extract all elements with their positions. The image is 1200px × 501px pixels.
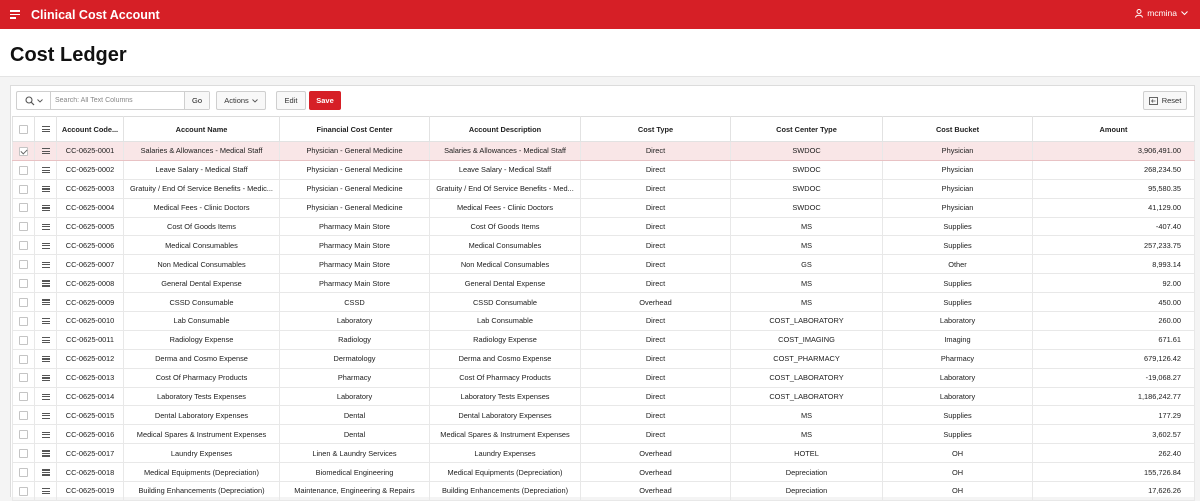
row-actions-button[interactable] (35, 312, 57, 331)
cost-bucket-cell[interactable]: Physician (883, 142, 1033, 161)
checkbox-icon (19, 166, 28, 175)
row-actions-button[interactable] (35, 463, 57, 482)
amount-cell[interactable]: 268,234.50 (1033, 160, 1195, 179)
table-row[interactable] (13, 293, 1195, 312)
table-row[interactable] (13, 368, 1195, 387)
checkbox-icon (19, 411, 28, 420)
cost-bucket-cell[interactable]: Laboratory (883, 312, 1033, 331)
financial-cost-center-cell[interactable]: Radiology (280, 330, 430, 349)
checkbox-icon (19, 317, 28, 326)
financial-cost-center-cell[interactable]: Pharmacy Main Store (280, 255, 430, 274)
cost-type-cell[interactable]: Direct (581, 217, 731, 236)
checkbox-icon (19, 241, 28, 250)
financial-cost-center-cell[interactable]: CSSD (280, 293, 430, 312)
row-checkbox[interactable] (13, 293, 35, 312)
financial-cost-center-cell[interactable]: Laboratory (280, 312, 430, 331)
row-actions-button[interactable] (35, 425, 57, 444)
cost-ledger-grid (12, 116, 1195, 501)
cost-bucket-cell[interactable]: Physician (883, 179, 1033, 198)
row-actions-button[interactable] (35, 293, 57, 312)
checkbox-icon (19, 336, 28, 345)
cost-bucket-cell[interactable]: Supplies (883, 236, 1033, 255)
row-menu-icon (42, 336, 50, 345)
page-title: Cost Ledger (10, 44, 127, 66)
row-actions-button[interactable] (35, 387, 57, 406)
financial-cost-center-cell[interactable]: Dental (280, 406, 430, 425)
checkbox-icon (19, 260, 28, 269)
account-code-cell[interactable]: CC-0625-0005 (57, 217, 124, 236)
search-icon (25, 96, 35, 106)
account-description-cell[interactable]: Derma and Cosmo Expense (430, 349, 581, 368)
column-header[interactable]: Amount (1033, 117, 1195, 142)
chevron-down-icon (1181, 11, 1188, 16)
search-input[interactable] (51, 92, 184, 109)
account-name-cell[interactable]: Medical Consumables (124, 236, 280, 255)
row-checkbox[interactable] (13, 142, 35, 161)
go-button[interactable]: Go (184, 92, 209, 109)
table-row[interactable] (13, 425, 1195, 444)
account-description-cell[interactable]: Cost Of Goods Items (430, 217, 581, 236)
grid-toolbar (11, 86, 1194, 115)
row-actions-button[interactable] (35, 236, 57, 255)
account-description-cell[interactable]: Gratuity / End Of Service Benefits - Med... (430, 179, 581, 198)
row-menu-icon (42, 204, 50, 213)
row-checkbox[interactable] (13, 406, 35, 425)
account-code-cell[interactable]: CC-0625-0004 (57, 198, 124, 217)
account-name-cell[interactable]: Medical Fees - Clinic Doctors (124, 198, 280, 217)
account-code-cell[interactable]: CC-0625-0015 (57, 406, 124, 425)
account-name-cell[interactable]: General Dental Expense (124, 274, 280, 293)
cost-bucket-cell[interactable]: Supplies (883, 425, 1033, 444)
account-code-cell[interactable]: CC-0625-0013 (57, 368, 124, 387)
amount-cell[interactable]: 3,906,491.00 (1033, 142, 1195, 161)
amount-cell[interactable]: 177.29 (1033, 406, 1195, 425)
cost-bucket-cell[interactable]: OH (883, 444, 1033, 463)
search-box (16, 91, 210, 110)
row-checkbox[interactable] (13, 217, 35, 236)
cost-type-cell[interactable]: Direct (581, 330, 731, 349)
checkbox-icon (19, 449, 28, 458)
account-code-cell[interactable]: CC-0625-0019 (57, 482, 124, 501)
cost-type-cell[interactable]: Direct (581, 425, 731, 444)
account-description-cell[interactable]: Radiology Expense (430, 330, 581, 349)
row-menu-icon (42, 392, 50, 401)
account-name-cell[interactable]: Laboratory Tests Expenses (124, 387, 280, 406)
checkbox-icon (19, 355, 28, 364)
account-name-cell[interactable]: Radiology Expense (124, 330, 280, 349)
cost-center-type-cell[interactable]: Depreciation (731, 463, 883, 482)
table-row[interactable] (13, 255, 1195, 274)
account-code-cell[interactable]: CC-0625-0007 (57, 255, 124, 274)
cost-center-type-cell[interactable]: MS (731, 217, 883, 236)
financial-cost-center-cell[interactable]: Pharmacy Main Store (280, 217, 430, 236)
row-actions-button[interactable] (35, 482, 57, 501)
row-actions-button[interactable] (35, 444, 57, 463)
row-actions-button[interactable] (35, 160, 57, 179)
cost-center-type-cell[interactable]: SWDOC (731, 160, 883, 179)
row-checkbox[interactable] (13, 444, 35, 463)
row-checkbox[interactable] (13, 463, 35, 482)
cost-bucket-cell[interactable]: Other (883, 255, 1033, 274)
checkbox-icon (19, 373, 28, 382)
row-menu-icon (42, 185, 50, 194)
cost-center-type-cell[interactable]: MS (731, 293, 883, 312)
user-icon (1135, 9, 1143, 18)
row-checkbox[interactable] (13, 274, 35, 293)
account-description-cell[interactable]: Building Enhancements (Depreciation) (430, 482, 581, 501)
cost-center-type-cell[interactable]: SWDOC (731, 142, 883, 161)
amount-cell[interactable]: 155,726.84 (1033, 463, 1195, 482)
amount-cell[interactable]: 679,126.42 (1033, 349, 1195, 368)
account-code-cell[interactable]: CC-0625-0009 (57, 293, 124, 312)
row-actions-button[interactable] (35, 349, 57, 368)
row-checkbox[interactable] (13, 330, 35, 349)
account-name-cell[interactable]: Salaries & Allowances - Medical Staff (124, 142, 280, 161)
table-row[interactable] (13, 444, 1195, 463)
account-description-cell[interactable]: Leave Salary - Medical Staff (430, 160, 581, 179)
amount-cell[interactable]: 262.40 (1033, 444, 1195, 463)
financial-cost-center-cell[interactable]: Physician - General Medicine (280, 142, 430, 161)
account-code-cell[interactable]: CC-0625-0018 (57, 463, 124, 482)
cost-bucket-cell[interactable]: Laboratory (883, 387, 1033, 406)
account-description-cell[interactable]: Medical Fees - Clinic Doctors (430, 198, 581, 217)
account-description-cell[interactable]: Medical Consumables (430, 236, 581, 255)
table-row[interactable] (13, 198, 1195, 217)
financial-cost-center-cell[interactable]: Physician - General Medicine (280, 160, 430, 179)
amount-cell[interactable]: 1,186,242.77 (1033, 387, 1195, 406)
account-description-cell[interactable]: Lab Consumable (430, 312, 581, 331)
checkbox-icon (19, 487, 28, 496)
cost-bucket-cell[interactable]: Supplies (883, 274, 1033, 293)
table-row[interactable] (13, 482, 1195, 501)
account-name-cell[interactable]: Medical Equipments (Depreciation) (124, 463, 280, 482)
table-row[interactable] (13, 274, 1195, 293)
row-menu-icon (42, 430, 50, 439)
cost-type-cell[interactable]: Direct (581, 179, 731, 198)
app-title[interactable]: Clinical Cost Account (31, 7, 160, 22)
table-row[interactable] (13, 160, 1195, 179)
row-menu-icon (42, 355, 50, 364)
account-name-cell[interactable]: Derma and Cosmo Expense (124, 349, 280, 368)
table-row[interactable] (13, 236, 1195, 255)
cost-center-type-cell[interactable]: SWDOC (731, 198, 883, 217)
cost-type-cell[interactable]: Direct (581, 236, 731, 255)
row-checkbox[interactable] (13, 160, 35, 179)
account-code-cell[interactable]: CC-0625-0008 (57, 274, 124, 293)
amount-cell[interactable]: 92.00 (1033, 274, 1195, 293)
column-header[interactable]: Account Name (124, 117, 280, 142)
account-name-cell[interactable]: Medical Spares & Instrument Expenses (124, 425, 280, 444)
row-checkbox[interactable] (13, 368, 35, 387)
table-row[interactable] (13, 217, 1195, 236)
row-actions-button[interactable] (35, 406, 57, 425)
row-actions-header[interactable] (35, 117, 57, 142)
row-menu-icon (42, 317, 50, 326)
column-header[interactable]: Cost Type (581, 117, 731, 142)
financial-cost-center-cell[interactable]: Biomedical Engineering (280, 463, 430, 482)
actions-label: Actions (224, 96, 249, 105)
account-description-cell[interactable]: Medical Spares & Instrument Expenses (430, 425, 581, 444)
account-description-cell[interactable]: CSSD Consumable (430, 293, 581, 312)
cost-center-type-cell[interactable]: HOTEL (731, 444, 883, 463)
row-menu-icon (42, 147, 50, 156)
checkbox-icon (19, 185, 28, 194)
account-description-cell[interactable]: Salaries & Allowances - Medical Staff (430, 142, 581, 161)
cost-bucket-cell[interactable]: Supplies (883, 406, 1033, 425)
amount-cell[interactable]: -19,068.27 (1033, 368, 1195, 387)
amount-cell[interactable]: -407.40 (1033, 217, 1195, 236)
row-actions-button[interactable] (35, 217, 57, 236)
cost-type-cell[interactable]: Overhead (581, 482, 731, 501)
financial-cost-center-cell[interactable]: Physician - General Medicine (280, 179, 430, 198)
cost-bucket-cell[interactable]: Physician (883, 160, 1033, 179)
cost-center-type-cell[interactable]: MS (731, 406, 883, 425)
row-menu-icon (42, 374, 50, 383)
reset-button[interactable] (1143, 91, 1187, 110)
cost-type-cell[interactable]: Overhead (581, 444, 731, 463)
account-code-cell[interactable]: CC-0625-0014 (57, 387, 124, 406)
table-row[interactable] (13, 463, 1195, 482)
account-code-cell[interactable]: CC-0625-0017 (57, 444, 124, 463)
row-actions-button[interactable] (35, 198, 57, 217)
cost-center-type-cell[interactable]: SWDOC (731, 179, 883, 198)
amount-cell[interactable]: 260.00 (1033, 312, 1195, 331)
cost-center-type-cell[interactable]: COST_LABORATORY (731, 387, 883, 406)
cost-bucket-cell[interactable]: Imaging (883, 330, 1033, 349)
app-header (0, 0, 1200, 29)
account-description-cell[interactable]: General Dental Expense (430, 274, 581, 293)
cost-type-cell[interactable]: Direct (581, 387, 731, 406)
financial-cost-center-cell[interactable]: Dermatology (280, 349, 430, 368)
cost-type-cell[interactable]: Direct (581, 312, 731, 331)
checkbox-icon (19, 125, 28, 134)
row-checkbox[interactable] (13, 312, 35, 331)
row-checkbox[interactable] (13, 179, 35, 198)
account-description-cell[interactable]: Medical Equipments (Depreciation) (430, 463, 581, 482)
account-name-cell[interactable]: Lab Consumable (124, 312, 280, 331)
row-checkbox[interactable] (13, 387, 35, 406)
amount-cell[interactable]: 41,129.00 (1033, 198, 1195, 217)
interactive-grid-region (10, 85, 1195, 497)
row-actions-button[interactable] (35, 368, 57, 387)
cost-type-cell[interactable]: Direct (581, 406, 731, 425)
account-code-cell[interactable]: CC-0625-0006 (57, 236, 124, 255)
account-code-cell[interactable]: CC-0625-0001 (57, 142, 124, 161)
checkbox-icon (19, 147, 28, 156)
account-name-cell[interactable]: Gratuity / End Of Service Benefits - Medic... (124, 179, 280, 198)
amount-cell[interactable]: 450.00 (1033, 293, 1195, 312)
checkbox-icon (19, 279, 28, 288)
cost-center-type-cell[interactable]: COST_LABORATORY (731, 312, 883, 331)
account-name-cell[interactable]: Cost Of Goods Items (124, 217, 280, 236)
cost-type-cell[interactable]: Direct (581, 368, 731, 387)
row-menu-icon (42, 279, 50, 288)
chevron-down-icon (252, 99, 258, 103)
cost-type-cell[interactable]: Direct (581, 198, 731, 217)
checkbox-icon (19, 203, 28, 212)
checkbox-icon (19, 298, 28, 307)
cost-bucket-cell[interactable]: Supplies (883, 293, 1033, 312)
account-code-cell[interactable]: CC-0625-0011 (57, 330, 124, 349)
amount-cell[interactable]: 17,626.26 (1033, 482, 1195, 501)
user-menu[interactable] (1135, 8, 1188, 18)
financial-cost-center-cell[interactable]: Physician - General Medicine (280, 198, 430, 217)
cost-type-cell[interactable]: Direct (581, 255, 731, 274)
cost-type-cell[interactable]: Direct (581, 349, 731, 368)
chevron-down-icon (37, 99, 43, 103)
edit-button[interactable]: Edit (276, 91, 306, 110)
table-row[interactable] (13, 349, 1195, 368)
row-actions-button[interactable] (35, 274, 57, 293)
cost-type-cell[interactable]: Overhead (581, 293, 731, 312)
row-menu-icon (42, 298, 50, 307)
amount-cell[interactable]: 3,602.57 (1033, 425, 1195, 444)
financial-cost-center-cell[interactable]: Linen & Laundry Services (280, 444, 430, 463)
checkbox-icon (19, 222, 28, 231)
account-description-cell[interactable]: Non Medical Consumables (430, 255, 581, 274)
row-checkbox[interactable] (13, 236, 35, 255)
menu-icon[interactable] (10, 10, 20, 19)
actions-menu-button[interactable] (216, 91, 266, 110)
amount-cell[interactable]: 8,993.14 (1033, 255, 1195, 274)
row-menu-icon (42, 487, 50, 496)
search-column-selector[interactable] (17, 92, 51, 109)
account-name-cell[interactable]: Laundry Expenses (124, 444, 280, 463)
cost-bucket-cell[interactable]: Physician (883, 198, 1033, 217)
cost-bucket-cell[interactable]: Laboratory (883, 368, 1033, 387)
row-checkbox[interactable] (13, 482, 35, 501)
row-menu-icon (42, 166, 50, 175)
amount-cell[interactable]: 257,233.75 (1033, 236, 1195, 255)
row-actions-button[interactable] (35, 330, 57, 349)
cost-center-type-cell[interactable]: Depreciation (731, 482, 883, 501)
table-row[interactable] (13, 330, 1195, 349)
row-menu-icon (42, 260, 50, 269)
cost-center-type-cell[interactable]: GS (731, 255, 883, 274)
row-checkbox[interactable] (13, 198, 35, 217)
table-row[interactable] (13, 312, 1195, 331)
checkbox-icon (19, 392, 28, 401)
cost-center-type-cell[interactable]: MS (731, 425, 883, 444)
amount-cell[interactable]: 671.61 (1033, 330, 1195, 349)
account-name-cell[interactable]: Non Medical Consumables (124, 255, 280, 274)
table-row[interactable] (13, 142, 1195, 161)
reset-label: Reset (1161, 96, 1182, 105)
select-all-checkbox[interactable] (13, 117, 35, 142)
account-description-cell[interactable]: Laboratory Tests Expenses (430, 387, 581, 406)
cost-bucket-cell[interactable]: OH (883, 482, 1033, 501)
column-header[interactable]: Account Code... (57, 117, 124, 142)
cost-bucket-cell[interactable]: Pharmacy (883, 349, 1033, 368)
row-menu-icon (42, 222, 50, 231)
column-header[interactable]: Cost Bucket (883, 117, 1033, 142)
row-checkbox[interactable] (13, 349, 35, 368)
save-button[interactable]: Save (309, 91, 341, 110)
checkbox-icon (19, 468, 28, 477)
column-header[interactable]: Account Description (430, 117, 581, 142)
financial-cost-center-cell[interactable]: Pharmacy Main Store (280, 274, 430, 293)
grid-header-row (13, 117, 1195, 142)
account-code-cell[interactable]: CC-0625-0003 (57, 179, 124, 198)
account-name-cell[interactable]: Cost Of Pharmacy Products (124, 368, 280, 387)
account-name-cell[interactable]: CSSD Consumable (124, 293, 280, 312)
row-menu-icon (42, 468, 50, 477)
row-actions-button[interactable] (35, 179, 57, 198)
cost-center-type-cell[interactable]: COST_IMAGING (731, 330, 883, 349)
cost-type-cell[interactable]: Direct (581, 142, 731, 161)
cost-center-type-cell[interactable]: COST_LABORATORY (731, 368, 883, 387)
page-header (0, 29, 1200, 77)
account-code-cell[interactable]: CC-0625-0012 (57, 349, 124, 368)
user-name: mcmina (1147, 8, 1177, 18)
cost-center-type-cell[interactable]: MS (731, 236, 883, 255)
financial-cost-center-cell[interactable]: Maintenance, Engineering & Repairs (280, 482, 430, 501)
account-name-cell[interactable]: Dental Laboratory Expenses (124, 406, 280, 425)
cost-center-type-cell[interactable]: MS (731, 274, 883, 293)
amount-cell[interactable]: 95,580.35 (1033, 179, 1195, 198)
cost-type-cell[interactable]: Direct (581, 274, 731, 293)
reset-icon (1149, 97, 1158, 105)
account-description-cell[interactable]: Laundry Expenses (430, 444, 581, 463)
row-menu-icon (42, 125, 50, 134)
row-actions-button[interactable] (35, 255, 57, 274)
table-row[interactable] (13, 406, 1195, 425)
row-menu-icon (42, 411, 50, 420)
table-row[interactable] (13, 179, 1195, 198)
financial-cost-center-cell[interactable]: Pharmacy (280, 368, 430, 387)
account-code-cell[interactable]: CC-0625-0002 (57, 160, 124, 179)
financial-cost-center-cell[interactable]: Laboratory (280, 387, 430, 406)
row-menu-icon (42, 449, 50, 458)
account-code-cell[interactable]: CC-0625-0010 (57, 312, 124, 331)
row-menu-icon (42, 241, 50, 250)
account-name-cell[interactable]: Building Enhancements (Depreciation) (124, 482, 280, 501)
row-actions-button[interactable] (35, 142, 57, 161)
financial-cost-center-cell[interactable]: Pharmacy Main Store (280, 236, 430, 255)
cost-type-cell[interactable]: Direct (581, 160, 731, 179)
column-header[interactable]: Cost Center Type (731, 117, 883, 142)
column-header[interactable]: Financial Cost Center (280, 117, 430, 142)
account-description-cell[interactable]: Cost Of Pharmacy Products (430, 368, 581, 387)
account-name-cell[interactable]: Leave Salary - Medical Staff (124, 160, 280, 179)
account-description-cell[interactable]: Dental Laboratory Expenses (430, 406, 581, 425)
cost-bucket-cell[interactable]: OH (883, 463, 1033, 482)
cost-type-cell[interactable]: Overhead (581, 463, 731, 482)
row-checkbox[interactable] (13, 425, 35, 444)
account-code-cell[interactable]: CC-0625-0016 (57, 425, 124, 444)
cost-bucket-cell[interactable]: Supplies (883, 217, 1033, 236)
row-checkbox[interactable] (13, 255, 35, 274)
financial-cost-center-cell[interactable]: Dental (280, 425, 430, 444)
checkbox-icon (19, 430, 28, 439)
cost-center-type-cell[interactable]: COST_PHARMACY (731, 349, 883, 368)
table-row[interactable] (13, 387, 1195, 406)
